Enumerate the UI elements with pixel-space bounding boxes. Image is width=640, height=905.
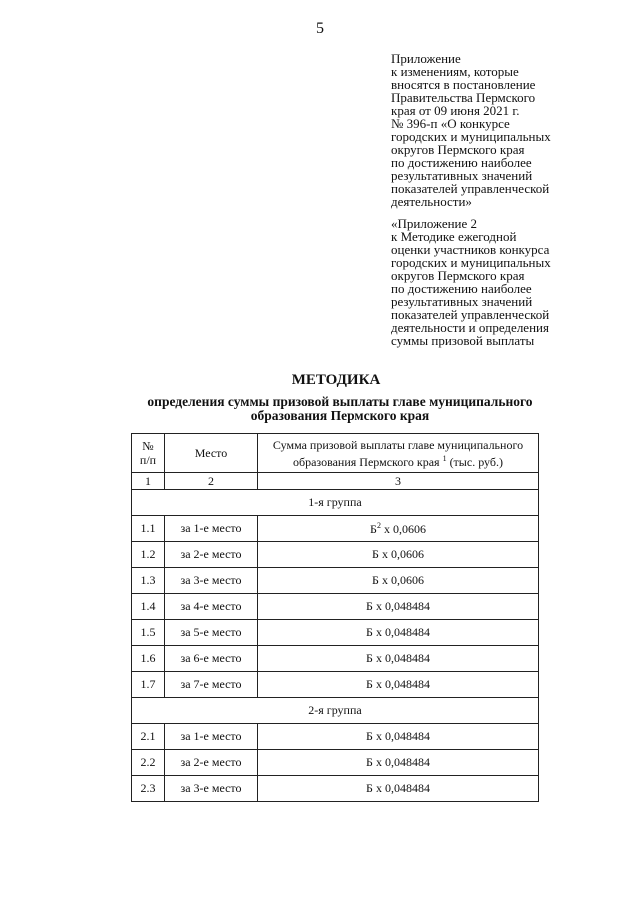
column-number-cell: 2 xyxy=(165,473,258,490)
amount-cell xyxy=(258,516,539,542)
annex-line: Правительства Пермского xyxy=(391,90,536,105)
table-header-row xyxy=(132,434,539,473)
amount-cell xyxy=(258,776,539,802)
place-cell: за 1-е место xyxy=(165,724,258,750)
place-cell: за 6-е место xyxy=(165,646,258,672)
place-cell: за 3-е место xyxy=(165,776,258,802)
amount-base: Б xyxy=(370,521,377,536)
annex-line: результативных значений xyxy=(391,168,533,183)
row-number-cell: 1.4 xyxy=(132,594,165,620)
document-subtitle xyxy=(90,395,590,423)
place-cell: за 3-е место xyxy=(165,568,258,594)
place-cell: за 2-е место xyxy=(165,750,258,776)
annex-line: округов Пермского края xyxy=(391,142,525,157)
header-text: № xyxy=(142,439,154,453)
amount-coefficient: х 0,048484 xyxy=(372,729,430,743)
amount-coefficient: х 0,048484 xyxy=(372,781,430,795)
annex-line: вносятся в постановление xyxy=(391,77,536,92)
subtitle-line: образования Пермского края xyxy=(250,408,430,423)
amount-base: Б xyxy=(372,573,379,587)
amount-cell xyxy=(258,646,539,672)
page-number: 5 xyxy=(316,20,324,37)
amount-coefficient: х 0,0606 xyxy=(378,547,424,561)
amount-cell xyxy=(258,620,539,646)
annex-line: городских и муниципальных xyxy=(391,255,551,270)
amount-cell xyxy=(258,724,539,750)
annex-line: к Методике ежегодной xyxy=(391,229,517,244)
annex-line: края от 09 июня 2021 г. xyxy=(391,103,520,118)
table-row xyxy=(132,516,539,542)
amount-base: Б xyxy=(366,599,373,613)
column-number-cell: 1 xyxy=(132,473,165,490)
table-row xyxy=(132,646,539,672)
amount-coefficient: х 0,048484 xyxy=(372,599,430,613)
amount-coefficient: х 0,048484 xyxy=(372,651,430,665)
annex-line: результативных значений xyxy=(391,294,533,309)
annex-line: показателей управленческой xyxy=(391,181,550,196)
place-cell: за 5-е место xyxy=(165,620,258,646)
group-title: 2-я группа xyxy=(132,698,539,724)
annex-line: к изменениям, которые xyxy=(391,64,519,79)
annex-line: «Приложение 2 xyxy=(391,216,478,231)
amount-cell xyxy=(258,672,539,698)
annex-line: суммы призовой выплаты xyxy=(391,333,535,348)
amount-cell xyxy=(258,542,539,568)
amount-coefficient: х 0,048484 xyxy=(372,677,430,691)
table-row xyxy=(132,568,539,594)
annex-line: оценки участников конкурса xyxy=(391,242,550,257)
annex-line: по достижению наиболее xyxy=(391,155,532,170)
header-cell-number xyxy=(132,434,165,473)
document-title: МЕТОДИКА xyxy=(291,372,381,388)
amount-cell xyxy=(258,594,539,620)
annex-line: показателей управленческой xyxy=(391,307,550,322)
header-cell-amount xyxy=(258,434,539,473)
table-row xyxy=(132,724,539,750)
amount-base: Б xyxy=(372,547,379,561)
row-number-cell: 2.2 xyxy=(132,750,165,776)
table-row xyxy=(132,594,539,620)
header-text: образования Пермского края $^1$ (тыс. руб.) xyxy=(293,453,503,469)
table-row xyxy=(132,776,539,802)
appendix-reference-block xyxy=(391,217,623,347)
annex-line: по достижению наиболее xyxy=(391,281,532,296)
amount-base: Б xyxy=(366,625,373,639)
row-number-cell: 1.2 xyxy=(132,542,165,568)
annex-line: Приложение xyxy=(391,51,461,66)
row-number-cell: 1.7 xyxy=(132,672,165,698)
footnote-marker: 1 xyxy=(442,453,447,463)
amount-base: Б xyxy=(366,781,373,795)
amount-cell xyxy=(258,750,539,776)
group-header-row xyxy=(132,490,539,516)
amount-coefficient: х 0,048484 xyxy=(372,755,430,769)
annex-line: деятельности» xyxy=(391,194,472,209)
row-number-cell: 1.6 xyxy=(132,646,165,672)
header-cell-place: Место xyxy=(165,434,258,473)
row-number-cell: 2.1 xyxy=(132,724,165,750)
amount-coefficient: х 0,048484 xyxy=(372,625,430,639)
annex-reference-block xyxy=(391,52,623,208)
table-row xyxy=(132,542,539,568)
subtitle-line: определения суммы призовой выплаты главе муниципального xyxy=(147,394,533,409)
annex-line: № 396-п «О конкурсе xyxy=(391,116,510,131)
group-header-row xyxy=(132,698,539,724)
place-cell: за 1-е место xyxy=(165,516,258,542)
place-cell: за 4-е место xyxy=(165,594,258,620)
amount-base: Б xyxy=(366,677,373,691)
prize-payment-table xyxy=(131,433,539,802)
amount-exponent: 2 xyxy=(376,520,381,530)
row-number-cell: 1.1 xyxy=(132,516,165,542)
amount-base: Б xyxy=(366,729,373,743)
row-number-cell: 2.3 xyxy=(132,776,165,802)
header-text: Сумма призовой выплаты главе муниципального xyxy=(272,437,524,452)
amount-cell xyxy=(258,568,539,594)
group-title: 1-я группа xyxy=(132,490,539,516)
amount-base: Б xyxy=(366,755,373,769)
table-row xyxy=(132,620,539,646)
row-number-cell: 1.5 xyxy=(132,620,165,646)
annex-line: деятельности и определения xyxy=(391,320,549,335)
header-text: п/п xyxy=(139,453,157,467)
column-number-row xyxy=(132,473,539,490)
row-number-cell: 1.3 xyxy=(132,568,165,594)
annex-line: городских и муниципальных xyxy=(391,129,551,144)
place-cell: за 7-е место xyxy=(165,672,258,698)
amount-coefficient: х 0,0606 xyxy=(380,521,426,536)
amount-base: Б xyxy=(366,651,373,665)
place-cell: за 2-е место xyxy=(165,542,258,568)
amount-coefficient: х 0,0606 xyxy=(378,573,424,587)
table-row xyxy=(132,750,539,776)
annex-line: округов Пермского края xyxy=(391,268,525,283)
column-number-cell: 3 xyxy=(258,473,539,490)
table-row xyxy=(132,672,539,698)
